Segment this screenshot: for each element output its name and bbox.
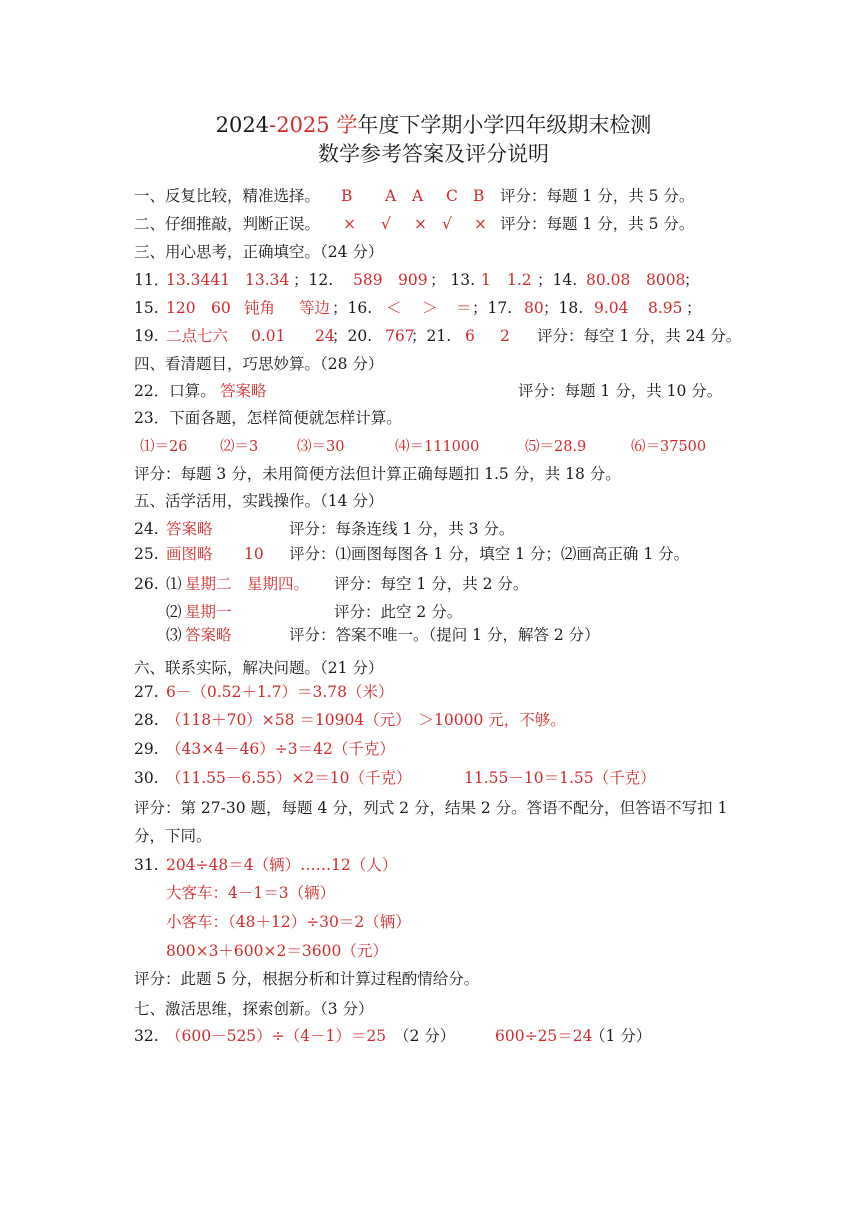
answer: 13.34 xyxy=(245,271,290,289)
score-note: 评分：每题 1 分，共 10 分。 xyxy=(518,382,723,400)
answer: 0.01 xyxy=(251,327,286,345)
title-text: 年度下学期小学四年级期末检测 xyxy=(357,113,652,137)
question-number: ；12. xyxy=(293,271,334,289)
answer: B xyxy=(341,187,353,205)
answer: ⑷＝111000 xyxy=(395,439,480,455)
question-number: ；14. xyxy=(537,271,578,289)
answer: 10 xyxy=(244,545,264,563)
answer: 800×3＋600×2＝3600（元） xyxy=(166,942,388,960)
question-number: 27. xyxy=(134,683,159,701)
question-number: ；20. xyxy=(332,327,373,345)
question-label: 23．下面各题，怎样简便就怎样计算。 xyxy=(134,409,402,427)
question-label: 22．口算。 xyxy=(134,382,216,400)
question-number: ；21. xyxy=(411,327,452,345)
answer: 小客车：（48＋12）÷30＝2（辆） xyxy=(166,913,411,931)
question-number: ； 13. xyxy=(430,271,476,289)
answer: A xyxy=(412,187,424,205)
score-note: 评分：此题 5 分，根据分析和计算过程酌情给分。 xyxy=(134,970,480,988)
answer: ＞ xyxy=(422,299,438,317)
answer: 60 xyxy=(211,299,231,317)
answer: （11.55－6.55）×2＝10（千克） xyxy=(166,769,412,787)
question-number: ；18. xyxy=(543,299,584,317)
score-note: 评分：⑴画图每图各 1 分，填空 1 分；⑵画高正确 1 分。 xyxy=(289,545,690,563)
answer: × xyxy=(343,215,356,233)
question-number: 19. xyxy=(134,327,159,345)
answer: ⑶＝30 xyxy=(297,439,345,455)
score-note: 评分：每空 1 分，共 2 分。 xyxy=(334,575,529,593)
page-title xyxy=(0,111,867,139)
score-note: 评分：每空 1 分，共 24 分。 xyxy=(537,327,742,345)
question-number: 26. xyxy=(134,575,159,593)
score-note: 评分：每题 1 分，共 5 分。 xyxy=(500,187,695,205)
question-number: ；16. xyxy=(332,299,373,317)
answer: 大客车：4－1＝3（辆） xyxy=(166,884,336,902)
answer: （600－525）÷（4－1）＝25 xyxy=(166,1027,387,1045)
page-subtitle: 数学参考答案及评分说明 xyxy=(318,142,549,166)
answer: 204÷48＝4（辆）……12（人） xyxy=(166,856,398,874)
answer: （43×4－46）÷3＝42（千克） xyxy=(166,740,395,758)
score-note: 评分：此空 2 分。 xyxy=(334,603,463,621)
question-number: 11． xyxy=(134,271,170,289)
answer: 1 xyxy=(481,271,491,289)
answer: 120 xyxy=(166,299,196,317)
answer: 80.08 xyxy=(586,271,631,289)
answer: ⑹＝37500 xyxy=(631,439,707,455)
section-6-label: 六、联系实际，解决问题。（21 分） xyxy=(134,659,384,677)
answer: 星期二 星期四。 xyxy=(185,575,310,593)
answer: 80 xyxy=(524,299,544,317)
answer: 星期一 xyxy=(185,603,232,621)
section-2-label: 二、仔细推敲，判断正误。 xyxy=(134,215,321,233)
answer: （118＋70）×58 ＝10904（元） ＞10000 元，不够。 xyxy=(166,711,566,729)
answer: 11.55－10＝1.55（千克） xyxy=(464,769,656,787)
answer: 13.3441 xyxy=(166,271,231,289)
answer: 等边 xyxy=(299,299,331,317)
question-number: 15. xyxy=(134,299,159,317)
part-marker: ⑴ xyxy=(166,575,182,593)
question-number: 25. xyxy=(134,545,159,563)
score-note: 评分：第 27-30 题，每题 4 分，列式 2 分，结果 2 分。答语不配分，但答语不写扣 1 xyxy=(134,799,728,817)
answer: ⑵＝3 xyxy=(220,439,259,455)
answer: 24 xyxy=(315,327,335,345)
section-3-label: 三、用心思考，正确填空。（24 分） xyxy=(134,243,384,261)
question-number: 29. xyxy=(134,740,159,758)
section-1-label: 一、反复比较，精准选择。 xyxy=(134,187,321,205)
answer: 909 xyxy=(398,271,428,289)
section-5-label: 五、活学活用，实践操作。（14 分） xyxy=(134,492,384,510)
answer: ＜ xyxy=(386,299,402,317)
answer: 589 xyxy=(353,271,383,289)
answer: 答案略 xyxy=(220,382,267,400)
question-number: ；17. xyxy=(472,299,513,317)
answer: 6 xyxy=(465,327,475,345)
answer: 2 xyxy=(500,327,510,345)
answer: 6－（0.52＋1.7）＝3.78（米） xyxy=(166,683,394,701)
answer: 9.04 xyxy=(594,299,629,317)
answer: 答案略 xyxy=(166,520,213,538)
answer: × xyxy=(414,215,427,233)
answer: √ xyxy=(381,215,391,233)
answer: 8.95 xyxy=(648,299,683,317)
score-note: 分，下同。 xyxy=(134,827,212,845)
answer: √ xyxy=(442,215,452,233)
question-number: 24. xyxy=(134,520,159,538)
question-number: 31. xyxy=(134,856,159,874)
answer: 1.2 xyxy=(507,271,532,289)
points-note: （2 分） xyxy=(394,1027,456,1045)
answer: × xyxy=(474,215,487,233)
part-marker: ⑵ xyxy=(166,603,182,621)
title-year-start: 2024 xyxy=(215,113,270,137)
score-note: 评分：每题 1 分，共 5 分。 xyxy=(500,215,695,233)
section-4-label: 四、看清题目，巧思妙算。（28 分） xyxy=(134,355,384,373)
answer: 767 xyxy=(385,327,415,345)
question-number: 30. xyxy=(134,769,159,787)
answer: ⑴＝26 xyxy=(140,439,188,455)
question-number: 32. xyxy=(134,1027,159,1045)
answer: C xyxy=(446,187,458,205)
score-note: 评分：每条连线 1 分，共 3 分。 xyxy=(289,520,515,538)
title-year-end: -2025 学 xyxy=(269,113,358,137)
answer: 8008 xyxy=(646,271,686,289)
points-note: （1 分） xyxy=(590,1027,652,1045)
answer: 钝角 xyxy=(244,299,276,317)
question-number: 28. xyxy=(134,711,159,729)
answer: 600÷25＝24 xyxy=(495,1027,593,1045)
answer: ＝ xyxy=(456,299,472,317)
answer: ⑸＝28.9 xyxy=(525,439,587,455)
score-note: 评分：答案不唯一。（提问 1 分，解答 2 分） xyxy=(289,626,600,644)
answer: 画图略 xyxy=(166,545,213,563)
score-note: 评分：每题 3 分，未用简便方法但计算正确每题扣 1.5 分，共 18 分。 xyxy=(134,465,621,483)
answer: 二点七六 xyxy=(166,327,229,345)
separator: ； xyxy=(684,271,700,289)
answer: A xyxy=(385,187,397,205)
separator: ； xyxy=(686,299,702,317)
part-marker: ⑶ xyxy=(166,626,182,644)
answer: B xyxy=(473,187,485,205)
answer: 答案略 xyxy=(185,626,232,644)
section-7-label: 七、激活思维，探索创新。（3 分） xyxy=(134,1000,374,1018)
